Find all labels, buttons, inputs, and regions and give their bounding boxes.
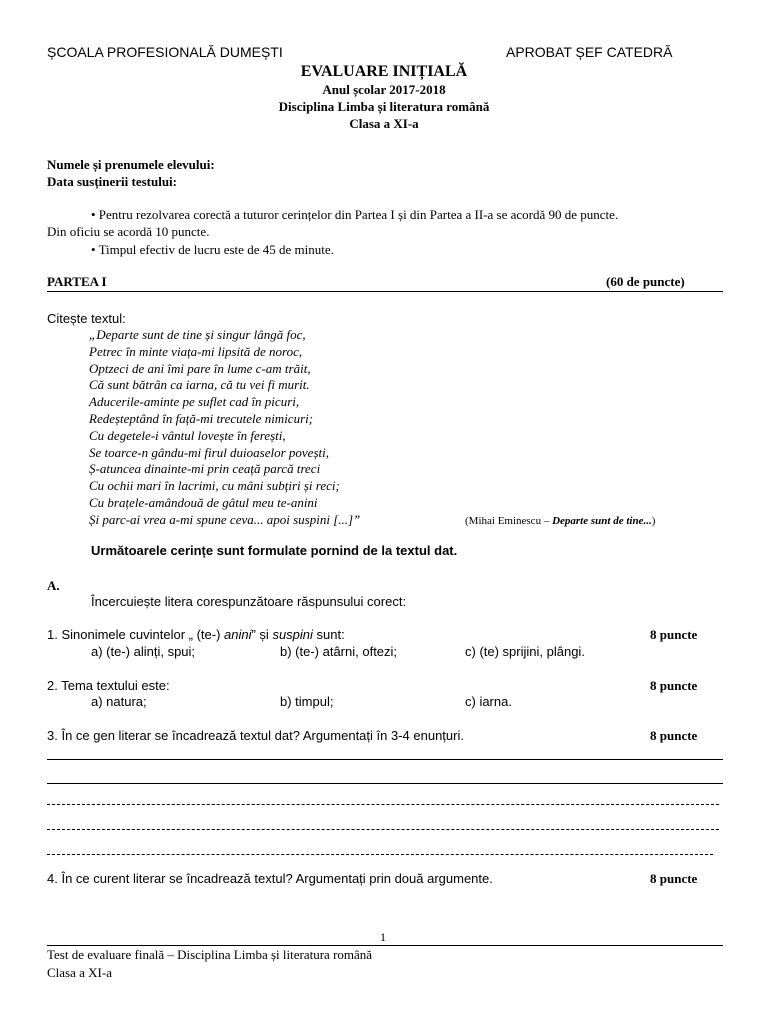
question-1 xyxy=(47,627,345,642)
q1-option-a: a) (te-) alinți, spui; xyxy=(91,644,196,659)
answer-line-dashed xyxy=(47,854,713,855)
circle-instruction: Încercuiește litera corespunzătoare răspunsului corect: xyxy=(91,594,407,609)
source-title: Departe sunt de tine... xyxy=(552,515,652,527)
poem-line: Ș-atuncea dinainte-mi prin ceață parcă treci xyxy=(89,461,321,477)
poem-line: Cu ochii mari în lacrimi, cu mâni subțiri și reci; xyxy=(89,478,340,494)
document-title: EVALUARE INIȚIALĂ xyxy=(300,63,468,80)
test-date-label: Data susținerii testului: xyxy=(47,174,177,189)
instruction-line-2: Din oficiu se acordă 10 puncte. xyxy=(47,224,210,239)
school-year: Anul școlar 2017-2018 xyxy=(322,82,446,97)
page-number: 1 xyxy=(380,930,386,944)
footer-line-2: Clasa a XI-a xyxy=(47,965,112,980)
source-prefix: (Mihai Eminescu – xyxy=(465,515,553,527)
poem-text xyxy=(89,327,360,529)
footer-divider xyxy=(47,945,723,946)
question-3: 3. În ce gen literar se încadrează textul dat? Argumentați în 3-4 enunțuri. xyxy=(47,728,464,743)
poem-line: Și parc-ai vrea a-mi spune ceva... apoi suspini [...]” xyxy=(89,511,361,527)
q2-option-c: c) iarna. xyxy=(465,694,512,709)
source-suffix: ) xyxy=(651,515,656,527)
answer-line-dashed xyxy=(47,829,719,830)
section-a-label: A. xyxy=(47,578,60,593)
school-name: ȘCOALA PROFESIONALĂ DUMEȘTI xyxy=(47,44,283,60)
poem-source xyxy=(465,515,655,527)
q1-word-1: anini xyxy=(224,627,252,642)
poem-line: Redeșteptând în față-mi trecutele nimicuri; xyxy=(89,410,314,426)
q1-text-c: sunt: xyxy=(312,627,345,642)
answer-line xyxy=(47,783,723,784)
q1-option-b: b) (te-) atârni, oftezi; xyxy=(280,644,398,659)
poem-line: Aducerile-aminte pe suflet cad în picuri, xyxy=(89,394,300,410)
q1-option-c: c) (te) sprijini, plângi. xyxy=(465,644,585,659)
answer-line-dashed xyxy=(47,804,719,805)
q1-word-2: suspini xyxy=(272,627,313,642)
q2-points: 8 puncte xyxy=(650,678,698,693)
read-text-label: Citește textul: xyxy=(47,311,126,326)
instruction-line-3: • Timpul efectiv de lucru este de 45 de minute. xyxy=(91,242,334,257)
q3-points: 8 puncte xyxy=(650,728,698,743)
poem-line: Petrec în minte viața-mi lipsită de noroc, xyxy=(89,343,303,359)
part1-points: (60 de puncte) xyxy=(606,274,685,289)
part1-title: PARTEA I xyxy=(47,274,107,289)
student-name-label: Numele și prenumele elevului: xyxy=(47,157,215,172)
q2-option-b: b) timpul; xyxy=(280,694,334,709)
question-2: 2. Tema textului este: xyxy=(47,678,170,693)
requirements-intro: Următoarele cerințe sunt formulate pornind de la textul dat. xyxy=(91,543,458,558)
q1-points: 8 puncte xyxy=(650,627,698,642)
poem-line: Se toarce-n gându-mi firul duioaselor povești, xyxy=(89,444,329,460)
poem-line: Că sunt bătrân ca iarna, că tu vei fi murit. xyxy=(89,377,310,393)
answer-line xyxy=(47,759,723,760)
poem-line: „Departe sunt de tine și singur lângă foc, xyxy=(89,327,306,342)
q1-text-b: ” și xyxy=(251,627,273,642)
poem-line: Cu brațele-amândouă de gâtul meu te-anini xyxy=(89,494,318,510)
q2-option-a: a) natura; xyxy=(91,694,147,709)
approval-label: APROBAT ȘEF CATEDRĂ xyxy=(506,44,673,60)
question-4: 4. În ce curent literar se încadrează textul? Argumentați prin două argumente. xyxy=(47,871,493,886)
poem-line: Cu degetele-i vântul lovește în ferești, xyxy=(89,427,286,443)
poem-line: Optzeci de ani îmi pare în lume c-am trăit, xyxy=(89,360,311,376)
instruction-line-1: • Pentru rezolvarea corectă a tuturor cerințelor din Partea I și din Partea a II-a se acordă 90 de puncte. xyxy=(91,207,619,222)
q4-points: 8 puncte xyxy=(650,871,698,886)
footer-line-1: Test de evaluare finală – Disciplina Limba și literatura română xyxy=(47,947,373,962)
part1-divider xyxy=(47,291,723,292)
subject-line: Disciplina Limba și literatura română xyxy=(278,99,490,114)
q1-text-a: 1. Sinonimele cuvintelor „ (te-) xyxy=(47,627,225,642)
class-line: Clasa a XI-a xyxy=(349,116,419,131)
